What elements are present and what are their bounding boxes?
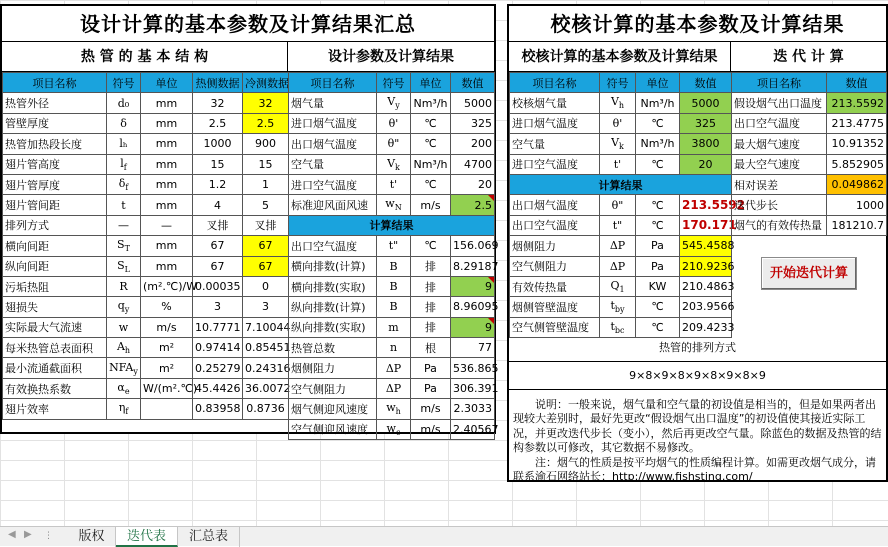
row-label: 假设烟气出口温度 <box>732 93 827 113</box>
design-summary-title: 设计计算的基本参数及计算结果汇总 <box>2 6 494 42</box>
row-unit: mm <box>141 174 193 194</box>
iteration-header-row <box>732 73 887 93</box>
structure-table <box>2 72 289 420</box>
cold-value[interactable]: 67 <box>243 236 289 256</box>
row-value[interactable]: 1000 <box>827 195 887 215</box>
row-unit: mm <box>141 154 193 174</box>
table-row <box>3 154 289 174</box>
row-label: 最大烟气速度 <box>732 134 827 154</box>
row-symbol: t' <box>600 154 636 174</box>
check-header-row <box>510 73 732 93</box>
cold-value[interactable]: 0.24316 <box>243 358 289 378</box>
row-unit: m/s <box>411 419 451 439</box>
row-unit: mm <box>141 113 193 133</box>
design-summary-panel <box>0 4 499 437</box>
cold-value[interactable]: 0 <box>243 276 289 296</box>
row-value[interactable]: 2.40567 <box>451 419 495 439</box>
cold-value[interactable]: 36.0072 <box>243 378 289 398</box>
row-label: 出口空气温度 <box>510 215 600 235</box>
row-label: 翅损失 <box>3 297 107 317</box>
row-label: 每米热管总表面积 <box>3 338 107 358</box>
row-label: 最大空气速度 <box>732 154 827 174</box>
cold-value[interactable]: 0.85451 <box>243 338 289 358</box>
structure-header-cell: 符号 <box>107 73 141 93</box>
cold-value[interactable]: 0.8736 <box>243 399 289 419</box>
row-symbol: $NFA_y$ <box>107 358 141 378</box>
row-symbol: δ <box>107 113 141 133</box>
table-row <box>289 236 495 256</box>
hot-value[interactable]: 1.2 <box>193 174 243 194</box>
row-value[interactable]: 545.4588 <box>680 236 732 256</box>
hot-value[interactable]: 叉排 <box>193 215 243 235</box>
check-header-cell: 符号 <box>600 73 636 93</box>
tab-copyright[interactable]: 版权 <box>68 527 116 547</box>
row-label: 出口空气温度 <box>732 113 827 133</box>
row-symbol: $t_{bc}$ <box>600 317 636 337</box>
row-unit: m² <box>141 358 193 378</box>
table-row <box>3 215 289 235</box>
table-row <box>3 399 289 419</box>
table-row <box>289 317 495 337</box>
params-header-cell: 符号 <box>377 73 411 93</box>
row-value[interactable]: 213.4775 <box>827 113 887 133</box>
row-label: 空气侧阻力 <box>510 256 600 276</box>
table-row <box>3 134 289 154</box>
row-value[interactable]: 2.5 <box>451 195 495 215</box>
row-unit: m/s <box>411 399 451 419</box>
cold-value[interactable]: 7.10044 <box>243 317 289 337</box>
row-label: 进口烟气温度 <box>510 113 600 133</box>
sheet-tab-bar <box>0 526 888 546</box>
table-row <box>289 93 495 113</box>
hot-value[interactable]: 1000 <box>193 134 243 154</box>
row-value[interactable]: 8.29187 <box>451 256 495 276</box>
row-symbol: $V_y$ <box>377 93 411 113</box>
params-header-cell: 单位 <box>411 73 451 93</box>
row-value[interactable]: 8.96095 <box>451 297 495 317</box>
row-unit: Nm³/h <box>636 93 680 113</box>
row-value[interactable]: 4700 <box>451 154 495 174</box>
row-value[interactable]: 200 <box>451 134 495 154</box>
row-label: 热管外径 <box>3 93 107 113</box>
row-unit: Nm³/h <box>411 154 451 174</box>
row-symbol: $Q_1$ <box>600 276 636 296</box>
row-unit: mm <box>141 134 193 154</box>
table-row <box>732 113 887 133</box>
row-value[interactable]: 9 <box>451 317 495 337</box>
table-row <box>3 358 289 378</box>
row-label: 翅片管高度 <box>3 154 107 174</box>
row-symbol: θ' <box>600 113 636 133</box>
table-row <box>510 297 732 317</box>
row-unit: ℃ <box>636 297 680 317</box>
row-label: 纵向排数(实取) <box>289 317 377 337</box>
row-symbol: $S_L$ <box>107 256 141 276</box>
row-symbol: $\delta_f$ <box>107 174 141 194</box>
row-unit: 排 <box>411 276 451 296</box>
row-unit: Nm³/h <box>636 134 680 154</box>
structure-header-cell: 项目名称 <box>3 73 107 93</box>
row-value[interactable]: 170.171 <box>680 215 732 235</box>
note-gas-properties: 注：烟气的性质是按平均烟气的性质编程计算。如需更改烟气成分，请联系渝石网络站长：http://www.fishsting.com/ <box>513 455 876 484</box>
cold-value[interactable]: 32 <box>243 93 289 113</box>
table-row <box>3 338 289 358</box>
row-label: 烟气侧迎风速度 <box>289 399 377 419</box>
iteration-header-cell: 项目名称 <box>732 73 827 93</box>
notes <box>513 398 882 484</box>
hot-value[interactable]: 2.5 <box>193 113 243 133</box>
row-label: 有效换热系数 <box>3 378 107 398</box>
tab-split-icon: ⋮ <box>44 531 53 541</box>
row-label: 相对误差 <box>732 174 827 194</box>
row-label: 出口空气温度 <box>289 236 377 256</box>
table-row <box>732 215 887 235</box>
row-symbol: B <box>377 276 411 296</box>
row-label: 空气侧迎风速度 <box>289 419 377 439</box>
hot-value[interactable]: 67 <box>193 256 243 276</box>
row-value[interactable]: 2.3033 <box>451 399 495 419</box>
row-value[interactable]: 5000 <box>451 93 495 113</box>
table-row <box>732 93 887 113</box>
hot-value[interactable]: 32 <box>193 93 243 113</box>
cold-value[interactable]: 900 <box>243 134 289 154</box>
row-unit: ℃ <box>636 113 680 133</box>
row-value[interactable]: 0.049862 <box>827 174 887 194</box>
table-row <box>510 276 732 296</box>
table-row <box>289 276 495 296</box>
pattern-value: 9×8×9×8×9×8×9×8×9 <box>509 362 886 390</box>
table-row <box>732 154 887 174</box>
check-header-cell: 数值 <box>680 73 732 93</box>
row-unit: ℃ <box>411 113 451 133</box>
row-symbol: $t_{by}$ <box>600 297 636 317</box>
table-row <box>289 297 495 317</box>
row-value[interactable]: 20 <box>451 174 495 194</box>
table-row <box>3 93 289 113</box>
row-value[interactable]: 156.069 <box>451 236 495 256</box>
row-symbol: $\alpha_e$ <box>107 378 141 398</box>
row-symbol: n <box>377 338 411 358</box>
row-label: 最小流通截面积 <box>3 358 107 378</box>
row-value[interactable]: 210.4863 <box>680 276 732 296</box>
row-symbol: $w_c$ <box>377 419 411 439</box>
table-row <box>289 399 495 419</box>
table-row <box>510 256 732 276</box>
iteration-subtitle: 迭 代 计 算 <box>731 42 886 72</box>
row-unit: m/s <box>141 317 193 337</box>
structure-header-cell: 冷测数据 <box>243 73 289 93</box>
check-result-section-row <box>510 174 732 194</box>
table-row <box>289 378 495 398</box>
row-label: 校核烟气量 <box>510 93 600 113</box>
row-unit: 排 <box>411 317 451 337</box>
table-row <box>289 113 495 133</box>
table-row <box>510 93 732 113</box>
hot-value[interactable]: 45.4426 <box>193 378 243 398</box>
table-row <box>510 195 732 215</box>
tab-iteration[interactable]: 迭代表 <box>116 527 178 547</box>
row-label: 烟侧管壁温度 <box>510 297 600 317</box>
row-value[interactable]: 3800 <box>680 134 732 154</box>
row-label: 烟气量 <box>289 93 377 113</box>
table-row <box>289 174 495 194</box>
row-value[interactable]: 213.5592 <box>827 93 887 113</box>
row-symbol: θ" <box>377 134 411 154</box>
table-row <box>3 378 289 398</box>
row-label: 横向间距 <box>3 236 107 256</box>
table-row <box>289 256 495 276</box>
start-iteration-button[interactable]: 开始迭代计算 <box>761 257 857 290</box>
row-label: 烟侧阻力 <box>510 236 600 256</box>
iteration-header-cell: 数值 <box>827 73 887 93</box>
row-symbol: $w_h$ <box>377 399 411 419</box>
row-unit: Pa <box>636 236 680 256</box>
row-unit: (m².℃)/W <box>141 276 193 296</box>
hot-value[interactable]: 15 <box>193 154 243 174</box>
row-label: 空气量 <box>289 154 377 174</box>
row-unit: m/s <box>411 195 451 215</box>
row-symbol: t" <box>377 236 411 256</box>
structure-header-row <box>3 73 289 93</box>
check-summary-title: 校核计算的基本参数及计算结果 <box>509 6 886 42</box>
row-value[interactable]: 536.865 <box>451 358 495 378</box>
row-symbol: t <box>107 195 141 215</box>
table-row <box>289 419 495 439</box>
row-symbol: ΔP <box>377 378 411 398</box>
tab-summary[interactable]: 汇总表 <box>178 527 240 547</box>
row-symbol: ΔP <box>600 236 636 256</box>
row-label: 出口烟气温度 <box>510 195 600 215</box>
row-value[interactable]: 20 <box>680 154 732 174</box>
structure-header-cell: 热侧数据 <box>193 73 243 93</box>
row-label: 翅片管间距 <box>3 195 107 215</box>
row-symbol: d₀ <box>107 93 141 113</box>
row-label: 进口空气温度 <box>289 174 377 194</box>
table-row <box>510 113 732 133</box>
table-row <box>3 276 289 296</box>
row-symbol: $A_h$ <box>107 338 141 358</box>
table-row <box>510 215 732 235</box>
row-label: 实际最大气流速 <box>3 317 107 337</box>
row-label: 纵向排数(计算) <box>289 297 377 317</box>
table-row <box>510 154 732 174</box>
table-row <box>732 174 887 194</box>
table-row <box>3 236 289 256</box>
row-symbol: w <box>107 317 141 337</box>
table-row <box>289 358 495 378</box>
row-symbol: $V_k$ <box>377 154 411 174</box>
row-value[interactable]: 10.91352 <box>827 134 887 154</box>
row-label: 横向排数(计算) <box>289 256 377 276</box>
table-row <box>289 134 495 154</box>
table-row <box>3 113 289 133</box>
row-symbol: — <box>107 215 141 235</box>
row-value[interactable]: 203.9566 <box>680 297 732 317</box>
cold-value[interactable]: 67 <box>243 256 289 276</box>
hot-value[interactable]: 3 <box>193 297 243 317</box>
params-header-row <box>289 73 495 93</box>
table-row <box>289 338 495 358</box>
row-symbol: $q_y$ <box>107 297 141 317</box>
row-symbol: $\eta_f$ <box>107 399 141 419</box>
row-unit: ℃ <box>411 134 451 154</box>
row-value[interactable]: 210.9236 <box>680 256 732 276</box>
row-unit: Pa <box>411 378 451 398</box>
row-label: 进口烟气温度 <box>289 113 377 133</box>
next-sheet-icon[interactable]: ▶ <box>24 529 32 540</box>
iteration-table <box>731 72 887 236</box>
row-symbol: $V_k$ <box>600 134 636 154</box>
row-value[interactable]: 181210.7 <box>827 215 887 235</box>
params-result-section-title: 计算结果 <box>289 215 495 235</box>
row-unit: 根 <box>411 338 451 358</box>
params-subtitle: 设计参数及计算结果 <box>288 42 494 72</box>
params-header-cell: 数值 <box>451 73 495 93</box>
row-label: 出口烟气温度 <box>289 134 377 154</box>
hot-value[interactable]: 0.25279 <box>193 358 243 378</box>
hot-value[interactable]: 10.7771 <box>193 317 243 337</box>
row-unit: ℃ <box>411 236 451 256</box>
hot-value[interactable]: 4 <box>193 195 243 215</box>
row-unit: mm <box>141 93 193 113</box>
cold-value[interactable]: 15 <box>243 154 289 174</box>
note-explanation: 说明：一般来说，烟气量和空气量的初设值是相当的，但是如果两者出现较大差别时，最好先更改“假设烟气出口温度”的初设值使其接近实际工况，并更改迭代步长（变小），然后再更改空气量。除蓝色的数据及热管的结构参数以可修改，其它数据不易修改。 <box>513 398 882 455</box>
row-value[interactable]: 77 <box>451 338 495 358</box>
row-label: 迭代步长 <box>732 195 827 215</box>
row-unit: W/(m².℃) <box>141 378 193 398</box>
row-symbol: $S_T$ <box>107 236 141 256</box>
row-label: 翅片效率 <box>3 399 107 419</box>
row-unit: KW <box>636 276 680 296</box>
structure-header-cell: 单位 <box>141 73 193 93</box>
row-unit: Nm³/h <box>411 93 451 113</box>
row-value[interactable]: 209.4233 <box>680 317 732 337</box>
check-header-cell: 单位 <box>636 73 680 93</box>
check-subtitle: 校核计算的基本参数及计算结果 <box>509 42 731 72</box>
row-symbol: ΔP <box>377 358 411 378</box>
row-symbol: t' <box>377 174 411 194</box>
row-label: 污垢热阻 <box>3 276 107 296</box>
table-row <box>289 195 495 215</box>
table-row <box>3 195 289 215</box>
row-unit: ℃ <box>411 174 451 194</box>
row-symbol: B <box>377 297 411 317</box>
table-row <box>3 297 289 317</box>
pattern-title: 热管的排列方式 <box>509 334 886 362</box>
structure-subtitle: 热 管 的 基 本 结 构 <box>2 42 288 72</box>
params-header-cell: 项目名称 <box>289 73 377 93</box>
row-unit <box>141 399 193 419</box>
row-value[interactable]: 213.5592 <box>680 195 732 215</box>
row-unit: ℃ <box>636 215 680 235</box>
cold-value[interactable]: 5 <box>243 195 289 215</box>
row-symbol: lₕ <box>107 134 141 154</box>
row-label: 热管总数 <box>289 338 377 358</box>
row-symbol: t" <box>600 215 636 235</box>
row-unit: 排 <box>411 297 451 317</box>
table-row <box>3 317 289 337</box>
row-label: 翅片管厚度 <box>3 174 107 194</box>
row-symbol: θ" <box>600 195 636 215</box>
hot-value[interactable]: 0.97414 <box>193 338 243 358</box>
row-value[interactable]: 5.852905 <box>827 154 887 174</box>
hot-value[interactable]: 67 <box>193 236 243 256</box>
cold-value[interactable]: 3 <box>243 297 289 317</box>
row-unit: 排 <box>411 256 451 276</box>
row-unit: ℃ <box>636 154 680 174</box>
row-unit: Pa <box>411 358 451 378</box>
row-symbol: $l_f$ <box>107 154 141 174</box>
row-label: 标准迎风面风速 <box>289 195 377 215</box>
row-label: 有效传热量 <box>510 276 600 296</box>
cold-value[interactable]: 2.5 <box>243 113 289 133</box>
cold-value[interactable]: 1 <box>243 174 289 194</box>
row-symbol: $V_h$ <box>600 93 636 113</box>
row-symbol: $w_N$ <box>377 195 411 215</box>
row-unit: mm <box>141 236 193 256</box>
prev-sheet-icon[interactable]: ◀ <box>8 529 16 540</box>
row-symbol: R <box>107 276 141 296</box>
check-header-cell: 项目名称 <box>510 73 600 93</box>
row-symbol: B <box>377 256 411 276</box>
table-row <box>3 256 289 276</box>
table-row <box>510 134 732 154</box>
row-label: 排列方式 <box>3 215 107 235</box>
row-label: 烟侧阻力 <box>289 358 377 378</box>
row-label: 烟气的有效传热量 <box>732 215 827 235</box>
row-symbol: θ' <box>377 113 411 133</box>
row-unit: % <box>141 297 193 317</box>
check-table <box>509 72 746 338</box>
row-unit: ℃ <box>636 317 680 337</box>
row-value[interactable]: 5000 <box>680 93 732 113</box>
row-value[interactable]: 306.391 <box>451 378 495 398</box>
table-row <box>732 195 887 215</box>
row-value[interactable]: 325 <box>451 113 495 133</box>
table-row <box>3 174 289 194</box>
row-unit: mm <box>141 256 193 276</box>
row-unit: ℃ <box>636 195 680 215</box>
row-unit: — <box>141 215 193 235</box>
row-label: 空气侧阻力 <box>289 378 377 398</box>
params-result-section-row <box>289 215 495 235</box>
row-symbol: ΔP <box>600 256 636 276</box>
cold-value[interactable]: 叉排 <box>243 215 289 235</box>
row-label: 热管加热段长度 <box>3 134 107 154</box>
row-label: 空气侧管壁温度 <box>510 317 600 337</box>
row-value[interactable]: 9 <box>451 276 495 296</box>
hot-value[interactable]: 0.83958 <box>193 399 243 419</box>
row-unit: Pa <box>636 256 680 276</box>
row-value[interactable]: 325 <box>680 113 732 133</box>
params-table <box>288 72 499 440</box>
check-result-section-title: 计算结果 <box>510 174 732 194</box>
table-row <box>510 236 732 256</box>
row-unit: m² <box>141 338 193 358</box>
hot-value[interactable]: 0.00035 <box>193 276 243 296</box>
row-label: 纵向间距 <box>3 256 107 276</box>
row-label: 空气量 <box>510 134 600 154</box>
row-unit: mm <box>141 195 193 215</box>
row-label: 管壁厚度 <box>3 113 107 133</box>
table-row <box>289 154 495 174</box>
row-symbol: m <box>377 317 411 337</box>
row-label: 横向排数(实取) <box>289 276 377 296</box>
row-label: 进口空气温度 <box>510 154 600 174</box>
table-row <box>732 134 887 154</box>
check-summary-panel <box>507 4 888 482</box>
